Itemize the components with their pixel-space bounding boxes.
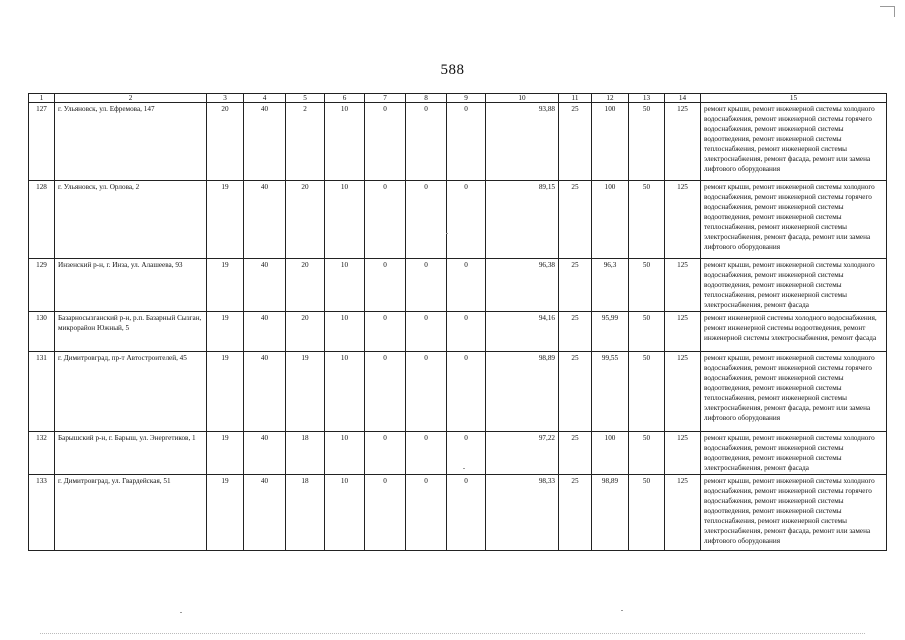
col6-value: 10	[325, 352, 365, 432]
col8-value: 0	[406, 259, 447, 312]
column-number-2: 2	[55, 94, 207, 103]
scan-speck	[463, 468, 465, 469]
table-row	[29, 181, 887, 259]
col11-value: 25	[559, 312, 592, 352]
col8-value: 0	[406, 312, 447, 352]
address-cell: Базарносызганский р-н, р.п. Базарный Сызган, микрорайон Южный, 5	[55, 312, 207, 352]
col13-value: 50	[629, 181, 665, 259]
col11-value: 25	[559, 259, 592, 312]
col7-value: 0	[365, 312, 406, 352]
col10-value: 97,22	[486, 432, 559, 475]
col7-value: 0	[365, 432, 406, 475]
col13-value: 50	[629, 259, 665, 312]
col4-value: 40	[244, 103, 286, 181]
col9-value: 0	[447, 432, 486, 475]
col13-value: 50	[629, 103, 665, 181]
scan-speck	[621, 610, 623, 611]
col10-value: 96,38	[486, 259, 559, 312]
col8-value: 0	[406, 352, 447, 432]
column-number-6: 6	[325, 94, 365, 103]
col5-value: 20	[286, 181, 325, 259]
col12-value: 95,99	[592, 312, 629, 352]
works-list-cell: ремонт крыши, ремонт инженерной системы холодного водоснабжения, ремонт инженерной системы горячего водоснабжения, ремонт инженерной системы водоотведения, ремонт инженерной системы теплоснабжения, ремонт инженерной системы электроснабжения, ремонт фасада, ремонт или замена лифтового оборудования	[701, 475, 887, 551]
col6-value: 10	[325, 475, 365, 551]
row-number: 131	[29, 352, 55, 432]
works-list-cell: ремонт крыши, ремонт инженерной системы холодного водоснабжения, ремонт инженерной системы водоотведения, ремонт инженерной системы электроснабжения, ремонт фасада	[701, 432, 887, 475]
column-number-13: 13	[629, 94, 665, 103]
col7-value: 0	[365, 352, 406, 432]
col4-value: 40	[244, 259, 286, 312]
col5-value: 19	[286, 352, 325, 432]
col10-value: 98,89	[486, 352, 559, 432]
works-list-cell: ремонт крыши, ремонт инженерной системы холодного водоснабжения, ремонт инженерной системы горячего водоснабжения, ремонт инженерной системы водоотведения, ремонт инженерной системы теплоснабжения, ремонт инженерной системы электроснабжения, ремонт фасада, ремонт или замена лифтового оборудования	[701, 103, 887, 181]
column-number-row	[29, 94, 887, 103]
col9-value: 0	[447, 181, 486, 259]
col4-value: 40	[244, 475, 286, 551]
table-body	[29, 103, 887, 551]
col7-value: 0	[365, 259, 406, 312]
col14-value: 125	[665, 475, 701, 551]
col13-value: 50	[629, 352, 665, 432]
column-number-14: 14	[665, 94, 701, 103]
table-row	[29, 475, 887, 551]
col3-value: 19	[207, 181, 244, 259]
column-number-11: 11	[559, 94, 592, 103]
col13-value: 50	[629, 475, 665, 551]
col6-value: 10	[325, 181, 365, 259]
column-number-15: 15	[701, 94, 887, 103]
col6-value: 10	[325, 312, 365, 352]
works-list-cell: ремонт крыши, ремонт инженерной системы холодного водоснабжения, ремонт инженерной системы горячего водоснабжения, ремонт инженерной системы водоотведения, ремонт инженерной системы теплоснабжения, ремонт инженерной системы электроснабжения, ремонт фасада, ремонт или замена лифтового оборудования	[701, 181, 887, 259]
col8-value: 0	[406, 475, 447, 551]
col5-value: 18	[286, 432, 325, 475]
table-row	[29, 432, 887, 475]
column-number-4: 4	[244, 94, 286, 103]
col12-value: 100	[592, 103, 629, 181]
col4-value: 40	[244, 312, 286, 352]
col5-value: 2	[286, 103, 325, 181]
col5-value: 20	[286, 259, 325, 312]
column-number-3: 3	[207, 94, 244, 103]
col10-value: 93,88	[486, 103, 559, 181]
address-cell: г. Ульяновск, ул. Ефремова, 147	[55, 103, 207, 181]
col9-value: 0	[447, 259, 486, 312]
col6-value: 10	[325, 432, 365, 475]
col7-value: 0	[365, 475, 406, 551]
repair-program-table	[28, 93, 887, 551]
col4-value: 40	[244, 432, 286, 475]
col8-value: 0	[406, 181, 447, 259]
row-number: 127	[29, 103, 55, 181]
col11-value: 25	[559, 475, 592, 551]
col8-value: 0	[406, 432, 447, 475]
col12-value: 100	[592, 432, 629, 475]
col10-value: 89,15	[486, 181, 559, 259]
col10-value: 94,16	[486, 312, 559, 352]
table-row	[29, 352, 887, 432]
col9-value: 0	[447, 103, 486, 181]
address-cell: г. Димитровград, пр-т Автостроителей, 45	[55, 352, 207, 432]
col4-value: 40	[244, 181, 286, 259]
table-row	[29, 259, 887, 312]
column-number-7: 7	[365, 94, 406, 103]
works-list-cell: ремонт инженерной системы холодного водоснабжения, ремонт инженерной системы водоотведения, ремонт инженерной системы электроснабжения, ремонт фасада	[701, 312, 887, 352]
column-number-12: 12	[592, 94, 629, 103]
col7-value: 0	[365, 103, 406, 181]
column-number-10: 10	[486, 94, 559, 103]
col9-value: 0	[447, 312, 486, 352]
page-number: 588	[440, 62, 465, 78]
row-number: 133	[29, 475, 55, 551]
col11-value: 25	[559, 432, 592, 475]
col3-value: 19	[207, 312, 244, 352]
col3-value: 19	[207, 432, 244, 475]
col10-value: 98,33	[486, 475, 559, 551]
row-number: 132	[29, 432, 55, 475]
col12-value: 99,55	[592, 352, 629, 432]
col4-value: 40	[244, 352, 286, 432]
col5-value: 20	[286, 312, 325, 352]
col8-value: 0	[406, 103, 447, 181]
col11-value: 25	[559, 352, 592, 432]
col13-value: 50	[629, 432, 665, 475]
address-cell: г. Димитровград, ул. Гвардейская, 51	[55, 475, 207, 551]
col14-value: 125	[665, 432, 701, 475]
col14-value: 125	[665, 181, 701, 259]
col13-value: 50	[629, 312, 665, 352]
row-number: 129	[29, 259, 55, 312]
col9-value: 0	[447, 475, 486, 551]
col12-value: 96,3	[592, 259, 629, 312]
scan-bottom-edge	[40, 633, 865, 636]
table-row	[29, 312, 887, 352]
col3-value: 19	[207, 259, 244, 312]
col3-value: 19	[207, 352, 244, 432]
column-number-1: 1	[29, 94, 55, 103]
col7-value: 0	[365, 181, 406, 259]
col3-value: 19	[207, 475, 244, 551]
col11-value: 25	[559, 103, 592, 181]
address-cell: Барышский р-н, г. Барыш, ул. Энергетиков, 1	[55, 432, 207, 475]
works-list-cell: ремонт крыши, ремонт инженерной системы холодного водоснабжения, ремонт инженерной системы горячего водоснабжения, ремонт инженерной системы водоотведения, ремонт инженерной системы теплоснабжения, ремонт инженерной системы электроснабжения, ремонт фасада, ремонт или замена лифтового оборудования	[701, 352, 887, 432]
col12-value: 100	[592, 181, 629, 259]
col9-value: 0	[447, 352, 486, 432]
col14-value: 125	[665, 103, 701, 181]
works-list-cell: ремонт крыши, ремонт инженерной системы холодного водоснабжения, ремонт инженерной системы водоотведения, ремонт инженерной системы теплоснабжения, ремонт инженерной системы электроснабжения, ремонт фасада	[701, 259, 887, 312]
table-row	[29, 103, 887, 181]
address-cell: Инзенский р-н, г. Инза, ул. Алашеева, 93	[55, 259, 207, 312]
address-cell: г. Ульяновск, ул. Орлова, 2	[55, 181, 207, 259]
col6-value: 10	[325, 103, 365, 181]
col3-value: 20	[207, 103, 244, 181]
col14-value: 125	[665, 259, 701, 312]
row-number: 130	[29, 312, 55, 352]
scan-speck	[180, 612, 182, 613]
col11-value: 25	[559, 181, 592, 259]
column-number-9: 9	[447, 94, 486, 103]
row-number: 128	[29, 181, 55, 259]
scan-speck	[446, 233, 448, 234]
col14-value: 125	[665, 352, 701, 432]
col12-value: 98,89	[592, 475, 629, 551]
column-number-8: 8	[406, 94, 447, 103]
col5-value: 18	[286, 475, 325, 551]
col6-value: 10	[325, 259, 365, 312]
column-number-5: 5	[286, 94, 325, 103]
col14-value: 125	[665, 312, 701, 352]
scan-corner-mark	[880, 6, 895, 17]
